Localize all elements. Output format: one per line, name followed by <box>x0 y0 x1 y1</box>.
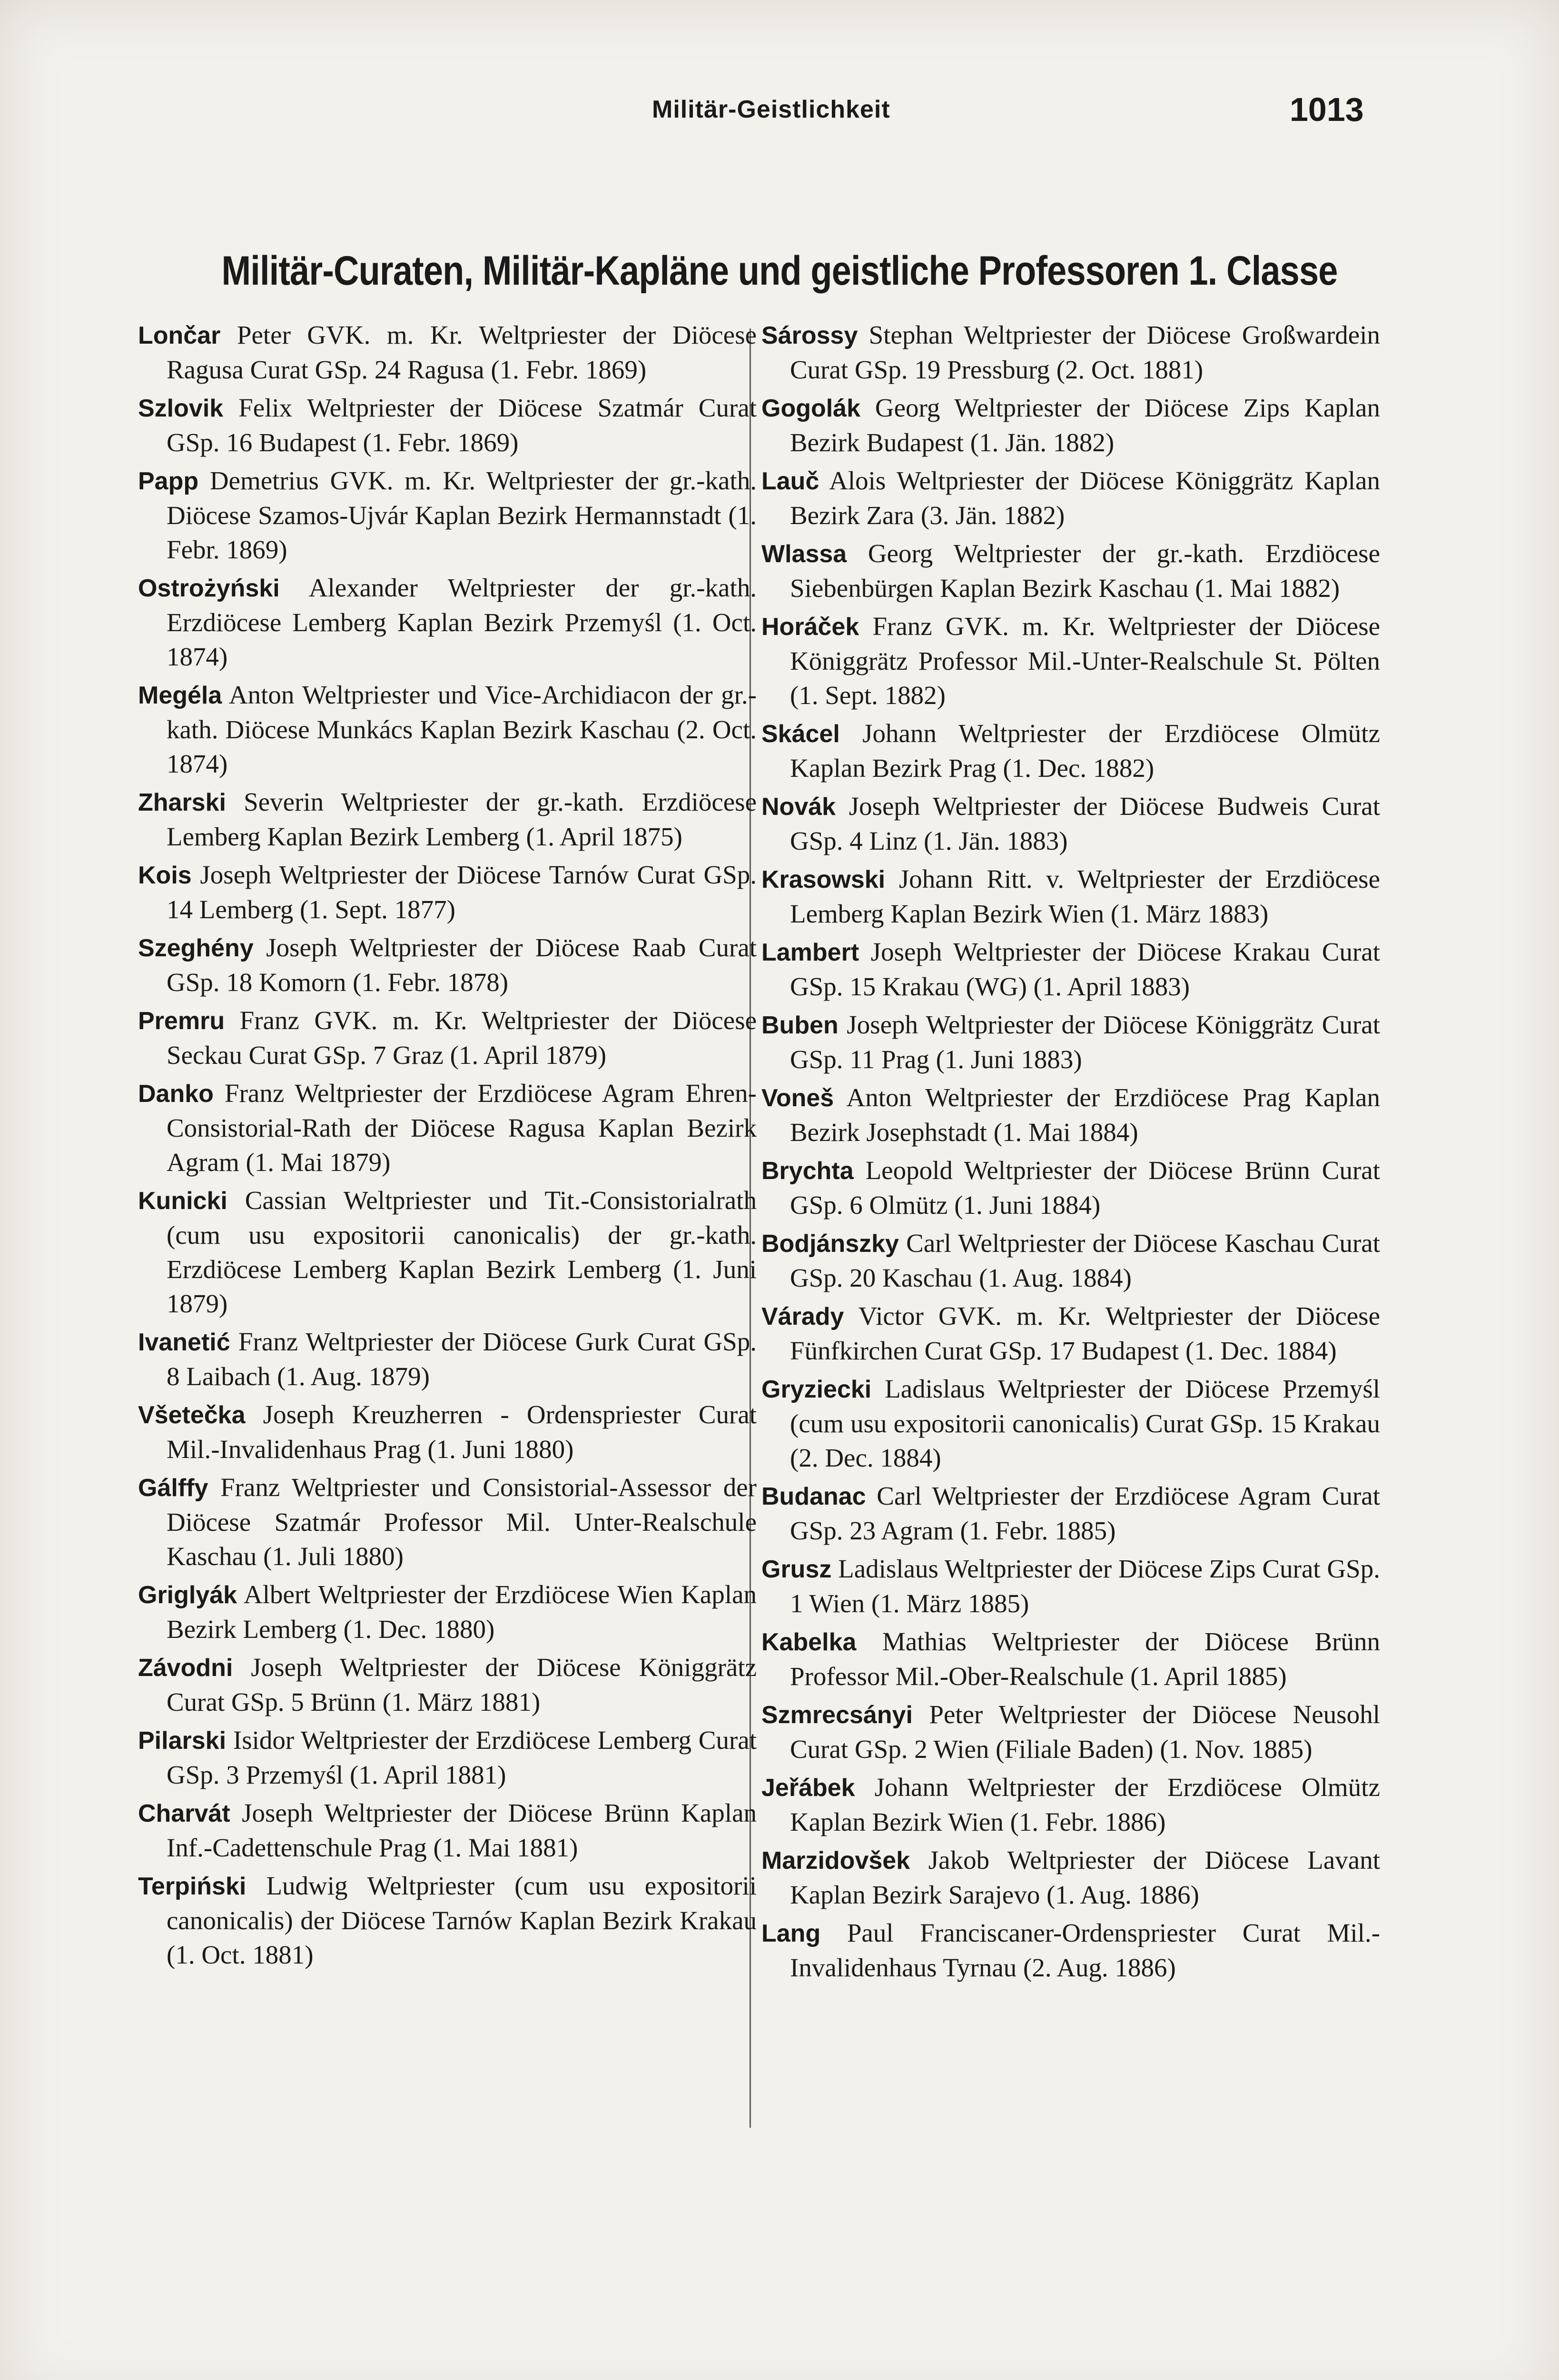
entry-details: Georg Weltpriester der Diöcese Zips Kaplan Bezirk Budapest (1. Jän. 1882) <box>790 393 1380 457</box>
entry-details: Joseph Weltpriester der Diöcese Tarnów Curat GSp. 14 Lemberg (1. Sept. 1877) <box>167 860 757 924</box>
entry-surname: Papp <box>138 467 199 495</box>
entry-details: Alois Weltpriester der Diöcese Königgrätz Kaplan Bezirk Zara (3. Jän. 1882) <box>790 466 1381 530</box>
entry-surname: Charvát <box>138 1800 230 1827</box>
entry-surname: Kabelka <box>761 1628 857 1656</box>
register-entry <box>761 862 1380 931</box>
page-number: 1013 <box>1290 91 1364 128</box>
entry-surname: Kois <box>138 862 192 889</box>
entry-surname: Voneš <box>761 1084 834 1112</box>
entry-details: Alexander Weltpriester der gr.-kath. Erzdiöcese Lemberg Kaplan Bezirk Przemyśl (1. Oct. 1874) <box>167 573 757 671</box>
register-entry <box>761 935 1380 1004</box>
entry-details: Georg Weltpriester der gr.-kath. Erzdiöcese Siebenbürgen Kaplan Bezirk Kaschau (1. Mai 1882) <box>790 539 1381 603</box>
register-entry <box>761 1299 1380 1368</box>
entry-surname: Skácel <box>761 720 840 748</box>
register-entry <box>761 536 1380 605</box>
entry-details: Ladislaus Weltpriester der Diöcese Przemyśl (cum usu expositorii canonicalis) Curat GSp. 15 Krakau (2. Dec. 1884) <box>790 1374 1380 1472</box>
register-entry <box>761 1372 1380 1475</box>
register-entry <box>761 1843 1380 1912</box>
entry-details: Severin Weltpriester der gr.-kath. Erzdiöcese Lemberg Kaplan Bezirk Lemberg (1. April 1875) <box>167 787 757 851</box>
register-entry <box>138 464 757 567</box>
register-entry <box>138 1076 757 1180</box>
register-entry <box>761 1552 1380 1621</box>
register-entry <box>138 1723 757 1792</box>
register-entry <box>761 1008 1380 1077</box>
entry-details: Cassian Weltpriester und Tit.-Consistorialrath (cum usu expositorii canonicalis) der gr.-kath. Erzdiöcese Lemberg Kaplan Bezirk Lemberg (1. Juni 1879) <box>167 1186 757 1318</box>
entry-details: Albert Weltpriester der Erzdiöcese Wien Kaplan Bezirk Lemberg (1. Dec. 1880) <box>167 1580 757 1644</box>
entry-surname: Lambert <box>761 939 859 966</box>
entry-details: Ladislaus Weltpriester der Diöcese Zips Curat GSp. 1 Wien (1. März 1885) <box>790 1554 1381 1618</box>
register-entry <box>138 571 757 674</box>
entry-details: Peter Weltpriester der Diöcese Neusohl Curat GSp. 2 Wien (Filiale Baden) (1. Nov. 1885) <box>790 1700 1380 1764</box>
register-entry <box>761 1770 1380 1839</box>
entry-details: Felix Weltpriester der Diöcese Szatmár Curat GSp. 16 Budapest (1. Febr. 1869) <box>167 393 757 457</box>
register-entry <box>138 1398 757 1467</box>
entry-details: Franz GVK. m. Kr. Weltpriester der Diöcese Königgrätz Professor Mil.-Unter-Realschule St. Pölten (1. Sept. 1882) <box>790 612 1381 710</box>
register-entry <box>761 1226 1380 1295</box>
entry-surname: Krasowski <box>761 866 886 893</box>
register-entry <box>138 1470 757 1574</box>
entry-surname: Ostrożyński <box>138 575 280 602</box>
entry-surname: Gogolák <box>761 395 861 422</box>
register-entry <box>138 931 757 1000</box>
entry-details: Isidor Weltpriester der Erzdiöcese Lemberg Curat GSp. 3 Przemyśl (1. April 1881) <box>167 1726 757 1789</box>
entry-details: Joseph Weltpriester der Diöcese Krakau Curat GSp. 15 Krakau (WG) (1. April 1883) <box>790 937 1381 1001</box>
register-entry <box>761 391 1380 460</box>
entry-details: Joseph Weltpriester der Diöcese Brünn Kaplan Inf.-Cadettenschule Prag (1. Mai 1881) <box>167 1798 757 1862</box>
register-entry <box>761 789 1380 858</box>
entry-details: Franz Weltpriester der Diöcese Gurk Curat GSp. 8 Laibach (1. Aug. 1879) <box>167 1327 757 1391</box>
entry-surname: Gryziecki <box>761 1376 872 1403</box>
entry-details: Franz GVK. m. Kr. Weltpriester der Diöcese Seckau Curat GSp. 7 Graz (1. April 1879) <box>167 1006 757 1070</box>
entry-surname: Lang <box>761 1920 821 1947</box>
entry-surname: Gálffy <box>138 1474 208 1502</box>
entry-details: Leopold Weltpriester der Diöcese Brünn Curat GSp. 6 Olmütz (1. Juni 1884) <box>790 1156 1380 1220</box>
entry-details: Franz Weltpriester der Erzdiöcese Agram Ehren-Consistorial-Rath der Diöcese Ragusa Kaplan Bezirk Agram (1. Mai 1879) <box>167 1079 757 1177</box>
entry-surname: Sárossy <box>761 322 858 349</box>
running-head: Militär-Geistlichkeit <box>652 96 890 123</box>
entry-surname: Premru <box>138 1007 225 1035</box>
entry-surname: Szeghény <box>138 934 254 962</box>
register-entry <box>761 1697 1380 1766</box>
entry-details: Carl Weltpriester der Diöcese Kaschau Curat GSp. 20 Kaschau (1. Aug. 1884) <box>790 1229 1381 1292</box>
entry-details: Joseph Weltpriester der Diöcese Raab Curat GSp. 18 Komorn (1. Febr. 1878) <box>167 933 757 997</box>
entry-details: Joseph Weltpriester der Diöcese Königgrätz Curat GSp. 5 Brünn (1. März 1881) <box>167 1653 757 1716</box>
register-entry <box>138 391 757 460</box>
right-column <box>761 318 1380 1989</box>
entry-surname: Megéla <box>138 682 222 709</box>
entry-surname: Terpiński <box>138 1873 247 1900</box>
register-entry <box>138 1325 757 1394</box>
entry-details: Victor GVK. m. Kr. Weltpriester der Diöcese Fünfkirchen Curat GSp. 17 Budapest (1. Dec. 1884) <box>790 1301 1380 1365</box>
entry-details: Joseph Kreuzherren - Ordenspriester Curat Mil.-Invalidenhaus Prag (1. Juni 1880) <box>167 1400 757 1464</box>
entry-surname: Novák <box>761 793 836 821</box>
entry-details: Johann Weltpriester der Erzdiöcese Olmütz Kaplan Bezirk Wien (1. Febr. 1886) <box>790 1773 1381 1836</box>
entry-surname: Buben <box>761 1012 839 1039</box>
entry-surname: Szmrecsányi <box>761 1701 913 1729</box>
register-entry <box>138 1183 757 1321</box>
entry-surname: Všetečka <box>138 1401 246 1429</box>
entry-surname: Kunicki <box>138 1187 227 1215</box>
entry-surname: Griglyák <box>138 1581 237 1609</box>
entry-surname: Lončar <box>138 322 221 349</box>
register-entry <box>138 1003 757 1072</box>
register-entry <box>761 1479 1380 1548</box>
entry-surname: Jeřábek <box>761 1774 855 1802</box>
register-entry <box>761 1153 1380 1222</box>
entry-details: Johann Weltpriester der Erzdiöcese Olmütz Kaplan Bezirk Prag (1. Dec. 1882) <box>790 719 1381 783</box>
entry-details: Anton Weltpriester der Erzdiöcese Prag Kaplan Bezirk Josephstadt (1. Mai 1884) <box>790 1083 1381 1147</box>
entry-details: Carl Weltpriester der Erzdiöcese Agram Curat GSp. 23 Agram (1. Febr. 1885) <box>790 1481 1380 1545</box>
left-column <box>138 318 757 1976</box>
entry-surname: Ivanetić <box>138 1329 230 1356</box>
entry-surname: Brychta <box>761 1157 854 1185</box>
entry-details: Joseph Weltpriester der Diöcese Budweis Curat GSp. 4 Linz (1. Jän. 1883) <box>790 792 1380 855</box>
entry-details: Peter GVK. m. Kr. Weltpriester der Diöcese Ragusa Curat GSp. 24 Ragusa (1. Febr. 1869) <box>167 320 757 384</box>
register-entry <box>761 716 1380 785</box>
register-entry <box>761 1916 1380 1985</box>
entry-details: Franz Weltpriester und Consistorial-Assessor der Diöcese Szatmár Professor Mil. Unter-Realschule Kaschau (1. Juli 1880) <box>167 1473 757 1571</box>
register-entry <box>138 1650 757 1719</box>
entry-surname: Marzidovšek <box>761 1847 910 1874</box>
entry-surname: Szlovik <box>138 395 224 422</box>
register-entry <box>761 1625 1380 1694</box>
register-entry <box>138 318 757 387</box>
register-entry <box>138 785 757 854</box>
entry-surname: Danko <box>138 1080 214 1108</box>
entry-details: Stephan Weltpriester der Diöcese Großwardein Curat GSp. 19 Pressburg (2. Oct. 1881) <box>790 320 1380 384</box>
register-entry <box>138 1796 757 1865</box>
entry-surname: Bodjánszky <box>761 1230 899 1258</box>
entry-details: Joseph Weltpriester der Diöcese Königgrätz Curat GSp. 11 Prag (1. Juni 1883) <box>790 1010 1381 1074</box>
entry-details: Anton Weltpriester und Vice-Archidiacon der gr.-kath. Diöcese Munkács Kaplan Bezirk Kaschau (2. Oct. 1874) <box>167 680 757 778</box>
entry-details: Mathias Weltpriester der Diöcese Brünn Professor Mil.-Ober-Realschule (1. April 1885) <box>790 1627 1381 1691</box>
entry-surname: Grusz <box>761 1556 832 1583</box>
entry-details: Johann Ritt. v. Weltpriester der Erzdiöcese Lemberg Kaplan Bezirk Wien (1. März 1883) <box>790 864 1380 928</box>
entry-surname: Horáček <box>761 613 859 641</box>
entry-surname: Závodni <box>138 1654 233 1682</box>
register-entry <box>761 1081 1380 1150</box>
entry-surname: Pilarski <box>138 1727 227 1755</box>
entry-surname: Wlassa <box>761 540 847 568</box>
entry-surname: Budanac <box>761 1483 866 1510</box>
register-entry <box>138 678 757 781</box>
section-title: Militär-Curaten, Militär-Kapläne und geistliche Professoren 1. Classe <box>221 248 1338 294</box>
entry-details: Ludwig Weltpriester (cum usu expositorii canonicalis) der Diöcese Tarnów Kaplan Bezirk Krakau (1. Oct. 1881) <box>167 1871 757 1969</box>
register-entry <box>761 464 1380 533</box>
entry-details: Paul Franciscaner-Ordenspriester Curat Mil.-Invalidenhaus Tyrnau (2. Aug. 1886) <box>790 1918 1381 1982</box>
entry-surname: Várady <box>761 1303 844 1330</box>
register-entry <box>761 318 1380 387</box>
register-entry <box>138 1869 757 1972</box>
entry-surname: Lauč <box>761 467 819 495</box>
entry-surname: Zharski <box>138 789 226 816</box>
register-entry <box>138 858 757 927</box>
entry-details: Jakob Weltpriester der Diöcese Lavant Kaplan Bezirk Sarajevo (1. Aug. 1886) <box>790 1845 1381 1909</box>
entry-details: Demetrius GVK. m. Kr. Weltpriester der gr.-kath. Diöcese Szamos-Ujvár Kaplan Bezirk Hermannstadt (1. Febr. 1869) <box>167 466 757 564</box>
register-entry <box>761 609 1380 713</box>
register-entry <box>138 1577 757 1646</box>
